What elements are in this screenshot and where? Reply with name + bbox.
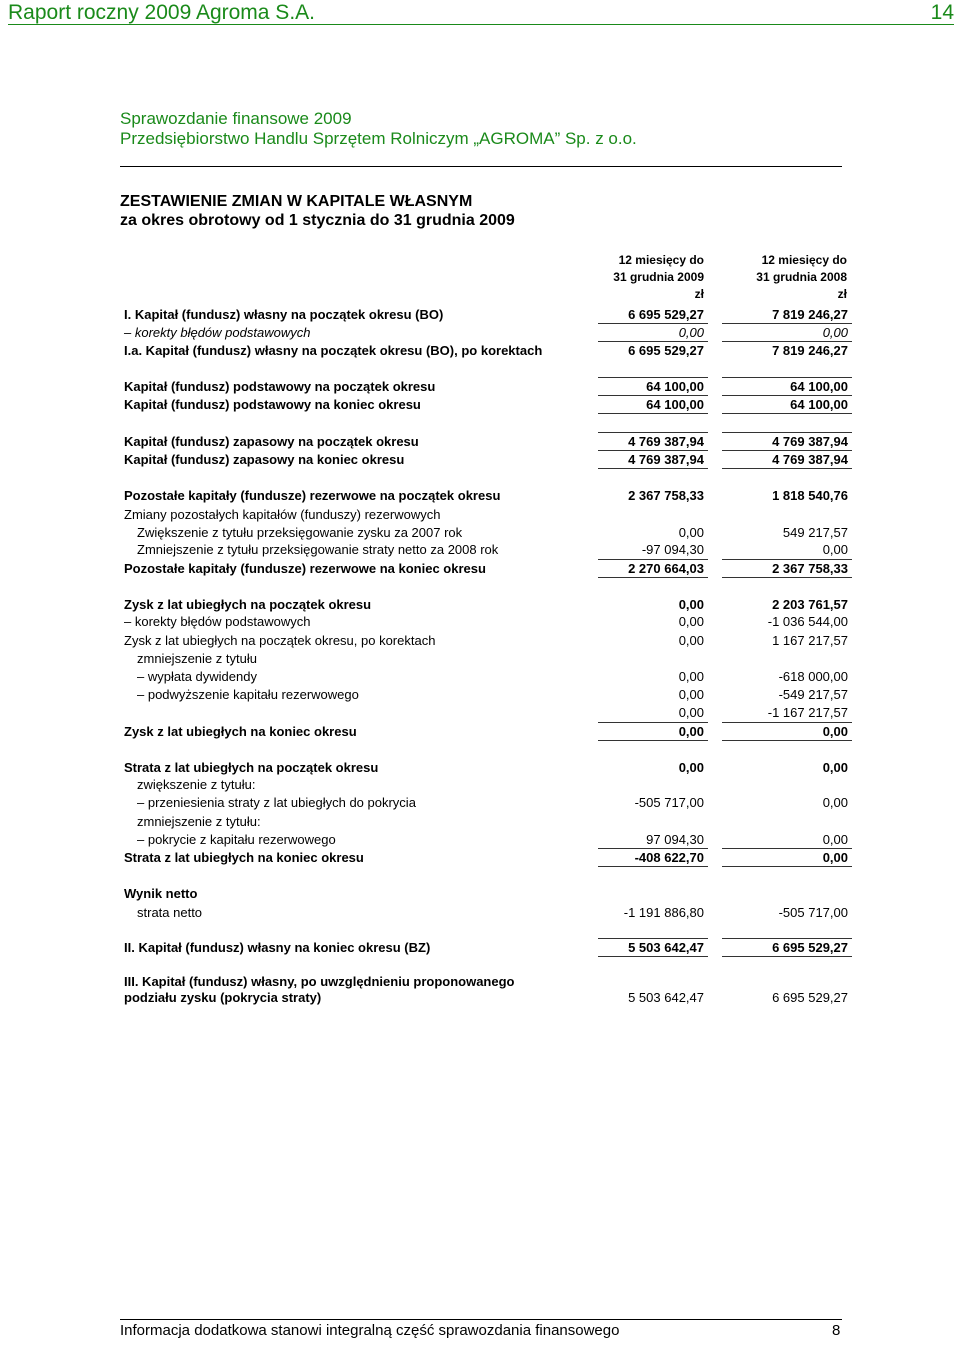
sum-underline <box>722 323 852 324</box>
value-2008: 0,00 <box>822 325 848 340</box>
row-label: – korekty błędów podstawowych <box>124 325 311 340</box>
sum-underline <box>598 848 708 849</box>
column-header-line: 31 grudnia 2008 <box>756 270 847 284</box>
table-row <box>0 814 960 832</box>
sum-underline <box>722 413 852 414</box>
value-2008: 0,00 <box>822 542 848 557</box>
sum-underline <box>722 395 852 396</box>
value-2008: 0,00 <box>822 850 848 865</box>
row-label: Kapitał (fundusz) podstawowy na początek okresu <box>124 379 436 394</box>
table-row <box>0 542 960 560</box>
value-2009: 0,00 <box>678 633 704 648</box>
table-row <box>0 795 960 813</box>
row-label: II. Kapitał (fundusz) własny na koniec okresu (BZ) <box>124 940 431 955</box>
row-label: Zwiększenie z tytułu przeksięgowanie zysku za 2007 rok <box>137 525 463 540</box>
row-label: Kapitał (fundusz) zapasowy na koniec okresu <box>124 452 405 467</box>
column-header-line: 12 miesięcy do <box>761 253 847 267</box>
value-2009: 0,00 <box>678 325 704 340</box>
sum-underline <box>598 468 708 469</box>
row-label: – wypłata dywidendy <box>137 669 257 684</box>
value-2009: 5 503 642,47 <box>628 940 704 955</box>
row-label: Kapitał (fundusz) podstawowy na koniec okresu <box>124 397 421 412</box>
value-2009: -97 094,30 <box>641 542 704 557</box>
report-title: Raport roczny 2009 Agroma S.A. <box>8 1 315 24</box>
value-2009: 2 270 664,03 <box>628 561 704 576</box>
row-label: Zmniejszenie z tytułu przeksięgowanie straty netto za 2008 rok <box>137 542 499 557</box>
table-row <box>0 777 960 795</box>
sum-underline <box>722 938 852 939</box>
statement-period: za okres obrotowy od 1 stycznia do 31 grudnia 2009 <box>120 212 515 229</box>
row-label: zmniejszenie z tytułu <box>137 651 257 666</box>
value-2008: 2 203 761,57 <box>772 597 848 612</box>
row-label: Strata z lat ubiegłych na początek okresu <box>124 760 379 775</box>
table-row <box>0 343 960 361</box>
row-label: Pozostałe kapitały (fundusze) rezerwowe na koniec okresu <box>124 561 486 576</box>
statement-subtitle: Sprawozdanie finansowe 2009 <box>120 109 352 128</box>
value-2008: -505 717,00 <box>778 905 848 920</box>
value-2009: 0,00 <box>678 525 704 540</box>
row-label: – pokrycie z kapitału rezerwowego <box>137 832 336 847</box>
table-row <box>0 990 960 1008</box>
sum-underline <box>722 450 852 451</box>
row-label: – korekty błędów podstawowych <box>124 614 311 629</box>
sum-underline <box>722 341 852 342</box>
page-number: 14 <box>930 1 954 24</box>
row-label: – podwyższenie kapitału rezerwowego <box>137 687 359 702</box>
value-2008: 6 695 529,27 <box>772 990 848 1005</box>
sum-underline <box>722 740 852 741</box>
table-row <box>0 614 960 632</box>
table-row <box>0 905 960 923</box>
table-row <box>0 488 960 506</box>
value-2008: 1 167 217,57 <box>772 633 848 648</box>
table-row <box>0 597 960 615</box>
column-unit: zł <box>837 287 847 301</box>
sum-underline <box>598 938 708 939</box>
sum-underline <box>598 341 708 342</box>
value-2009: -1 191 886,80 <box>623 905 704 920</box>
sum-underline <box>722 848 852 849</box>
table-row <box>0 669 960 687</box>
footer-page-number: 8 <box>832 1322 841 1339</box>
table-row <box>0 525 960 543</box>
value-2009: -408 622,70 <box>634 850 704 865</box>
sum-underline <box>722 559 852 560</box>
sum-underline <box>598 377 708 378</box>
column-header-line: 31 grudnia 2009 <box>613 270 704 284</box>
value-2009: 6 695 529,27 <box>628 307 704 322</box>
sum-underline <box>722 468 852 469</box>
value-2008: -618 000,00 <box>778 669 848 684</box>
table-row <box>0 705 960 723</box>
value-2008: 0,00 <box>822 760 848 775</box>
sum-underline <box>598 740 708 741</box>
value-2008: 0,00 <box>822 795 848 810</box>
value-2008: 1 818 540,76 <box>772 488 848 503</box>
value-2009: 0,00 <box>678 705 704 720</box>
value-2009: 6 695 529,27 <box>628 343 704 358</box>
value-2008: 4 769 387,94 <box>772 452 848 467</box>
table-row <box>0 886 960 904</box>
row-label: Zysk z lat ubiegłych na początek okresu, po korektach <box>124 633 436 648</box>
row-label: Zysk z lat ubiegłych na koniec okresu <box>124 724 357 739</box>
table-row <box>0 760 960 778</box>
sum-underline <box>722 956 852 957</box>
value-2008: 7 819 246,27 <box>772 307 848 322</box>
row-label: III. Kapitał (fundusz) własny, po uwzględnieniu proponowanego <box>124 974 515 989</box>
value-2008: 6 695 529,27 <box>772 940 848 955</box>
row-label: I.a. Kapitał (fundusz) własny na początek okresu (BO), po korektach <box>124 343 543 358</box>
sum-underline <box>598 956 708 957</box>
table-row <box>0 507 960 525</box>
sum-underline <box>598 866 708 867</box>
value-2008: 0,00 <box>822 724 848 739</box>
sum-underline <box>598 432 708 433</box>
value-2008: -1 167 217,57 <box>767 705 848 720</box>
company-name: Przedsiębiorstwo Handlu Sprzętem Rolniczym „AGROMA” Sp. z o.o. <box>120 129 637 148</box>
value-2008: 4 769 387,94 <box>772 434 848 449</box>
sum-underline <box>722 722 852 723</box>
column-unit: zł <box>694 287 704 301</box>
row-label: strata netto <box>137 905 203 920</box>
value-2009: 0,00 <box>678 669 704 684</box>
value-2008: 2 367 758,33 <box>772 561 848 576</box>
table-row <box>0 651 960 669</box>
value-2009: 0,00 <box>678 597 704 612</box>
footer-note: Informacja dodatkowa stanowi integralną część sprawozdania finansowego <box>120 1322 620 1339</box>
sum-underline <box>598 395 708 396</box>
sum-underline <box>722 866 852 867</box>
sum-underline <box>598 577 708 578</box>
row-label: Wynik netto <box>124 886 198 901</box>
value-2009: 97 094,30 <box>646 832 704 847</box>
statement-title: ZESTAWIENIE ZMIAN W KAPITALE WŁASNYM <box>120 193 473 210</box>
value-2008: 64 100,00 <box>790 379 848 394</box>
value-2008: 549 217,57 <box>782 525 848 540</box>
value-2009: 0,00 <box>678 614 704 629</box>
value-2008: 7 819 246,27 <box>772 343 848 358</box>
sum-underline <box>598 450 708 451</box>
row-label: Strata z lat ubiegłych na koniec okresu <box>124 850 364 865</box>
value-2009: 5 503 642,47 <box>628 990 704 1005</box>
sum-underline <box>598 722 708 723</box>
row-label: podziału zysku (pokrycia straty) <box>124 990 322 1005</box>
value-2009: 2 367 758,33 <box>628 488 704 503</box>
sum-underline <box>598 323 708 324</box>
footer-divider <box>120 1319 842 1320</box>
value-2008: 0,00 <box>822 832 848 847</box>
value-2009: -505 717,00 <box>634 795 704 810</box>
sum-underline <box>598 559 708 560</box>
column-header-line: 12 miesięcy do <box>618 253 704 267</box>
value-2009: 0,00 <box>678 724 704 739</box>
value-2009: 0,00 <box>678 760 704 775</box>
row-label: Zysk z lat ubiegłych na początek okresu <box>124 597 372 612</box>
value-2008: 64 100,00 <box>790 397 848 412</box>
sum-underline <box>722 377 852 378</box>
value-2008: -1 036 544,00 <box>767 614 848 629</box>
row-label: I. Kapitał (fundusz) własny na początek okresu (BO) <box>124 307 444 322</box>
value-2009: 64 100,00 <box>646 379 704 394</box>
row-label: zwiększenie z tytułu: <box>137 777 256 792</box>
table-row <box>0 687 960 705</box>
row-label: Pozostałe kapitały (fundusze) rezerwowe na początek okresu <box>124 488 501 503</box>
row-label: zmniejszenie z tytułu: <box>137 814 261 829</box>
sum-underline <box>598 413 708 414</box>
value-2009: 4 769 387,94 <box>628 452 704 467</box>
value-2009: 0,00 <box>678 687 704 702</box>
row-label: Zmiany pozostałych kapitałów (funduszy) rezerwowych <box>124 507 441 522</box>
value-2009: 4 769 387,94 <box>628 434 704 449</box>
value-2009: 64 100,00 <box>646 397 704 412</box>
row-label: Kapitał (fundusz) zapasowy na początek okresu <box>124 434 419 449</box>
sum-underline <box>722 577 852 578</box>
row-label: – przeniesienia straty z lat ubiegłych do pokrycia <box>137 795 416 810</box>
sum-underline <box>722 432 852 433</box>
table-row <box>0 633 960 651</box>
value-2008: -549 217,57 <box>778 687 848 702</box>
